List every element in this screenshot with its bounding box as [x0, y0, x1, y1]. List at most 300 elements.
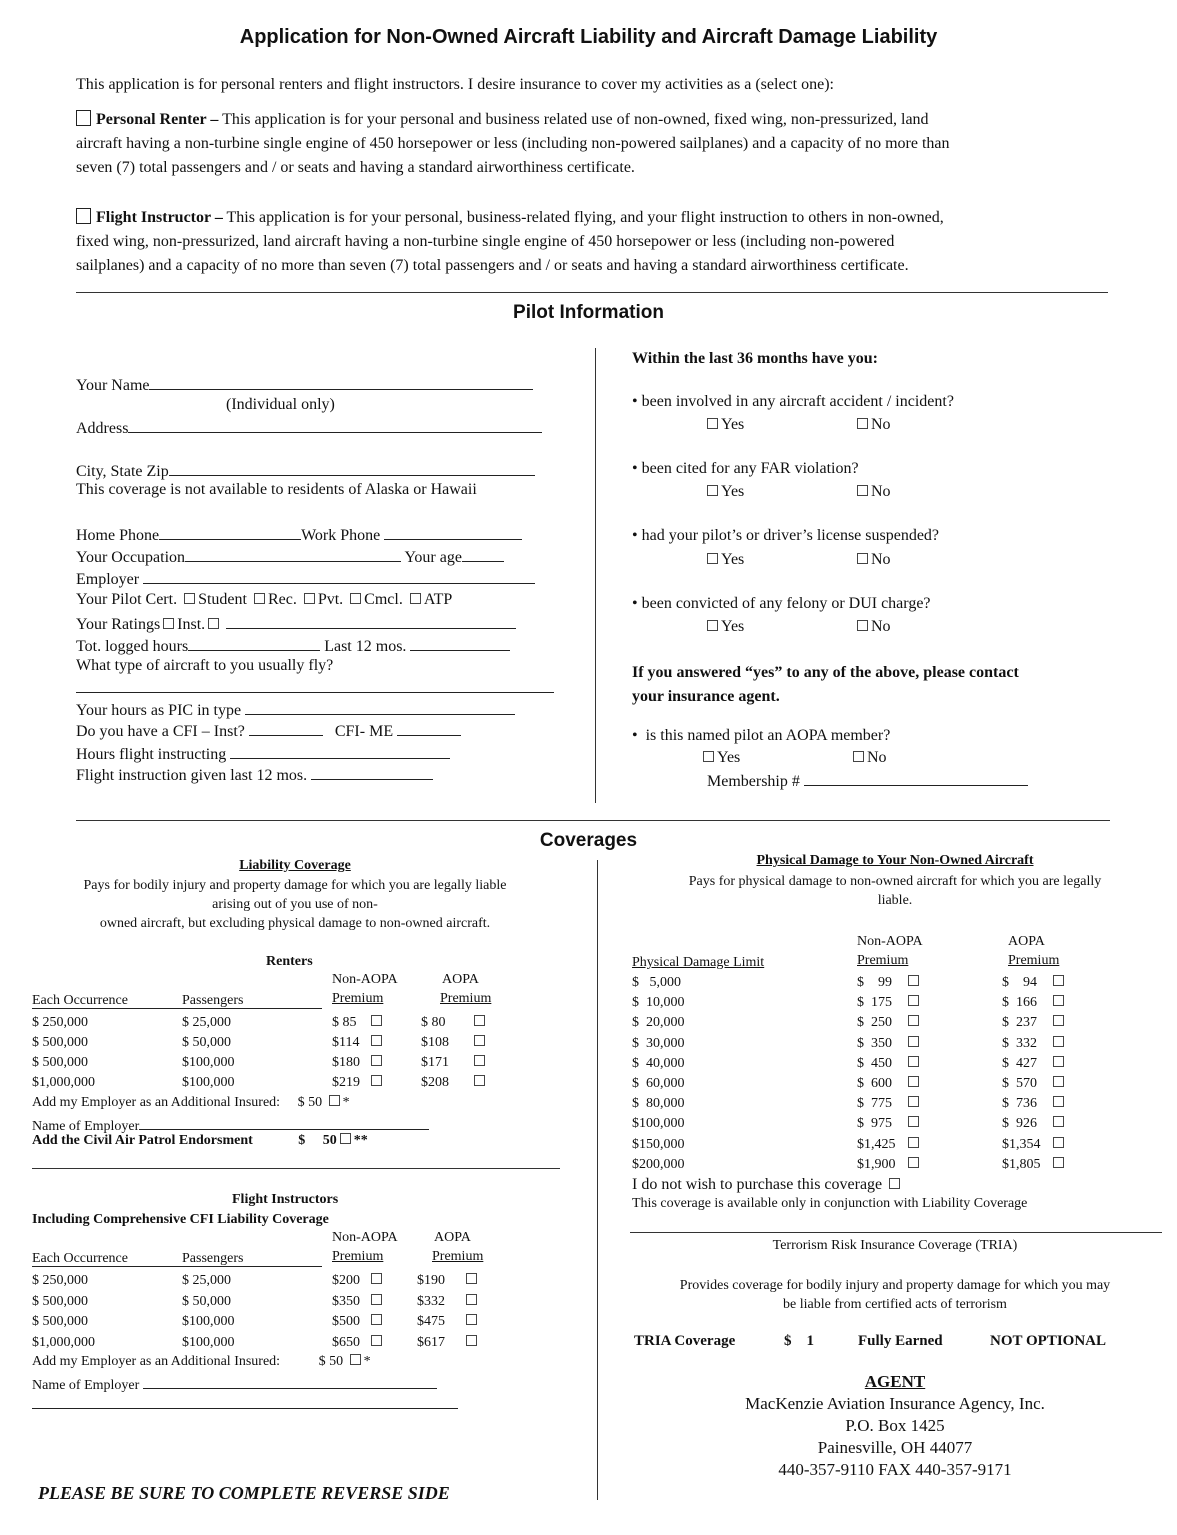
accident-no — [854, 416, 891, 434]
agent-name: MacKenzie Aviation Insurance Agency, Inc. — [745, 1394, 1045, 1413]
physical-damage-table — [632, 973, 1067, 1175]
non-aopa-cell: $ 175 — [857, 995, 892, 1011]
tria-description — [620, 1276, 1170, 1314]
physical-aopa-checkbox[interactable] — [1053, 1116, 1064, 1127]
address-field[interactable] — [128, 418, 542, 433]
limit-cell: $ 60,000 — [632, 1076, 685, 1092]
non-aopa-cell: $1,425 — [857, 1136, 896, 1152]
table-row — [632, 1034, 1067, 1054]
cert-student-label: Student — [198, 591, 247, 608]
form-title: Application for Non-Owned Aircraft Liability and Aircraft Damage Liability — [239, 26, 938, 48]
tria-heading: Terrorism Risk Insurance Coverage (TRIA) — [772, 1238, 1018, 1253]
civil-air-checkbox[interactable] — [340, 1133, 351, 1144]
aopa-cell: $475 — [417, 1314, 445, 1329]
history-heading: Within the last 36 months have you: — [632, 350, 878, 367]
civil-air-dollar: $ — [298, 1133, 306, 1148]
city-state-zip-label: City, State Zip — [76, 463, 169, 480]
flight-instructor-label: Flight Instructor – — [96, 209, 223, 226]
far-no-checkbox[interactable] — [857, 485, 868, 496]
individual-only-note: (Individual only) — [226, 396, 335, 413]
aopa-cell: $ 736 — [1002, 1096, 1037, 1112]
column-divider — [597, 860, 598, 1500]
contact-agent-note — [632, 661, 1019, 709]
aopa-no-checkbox[interactable] — [853, 751, 864, 762]
occurrence-cell: $ 500,000 — [32, 1314, 88, 1329]
tria-label: TRIA Coverage — [634, 1333, 736, 1349]
physical-non-aopa-checkbox[interactable] — [908, 1036, 919, 1047]
last-12-mos-field[interactable] — [410, 636, 510, 651]
passengers-cell: $100,000 — [182, 1075, 235, 1090]
add-employer-price: $ 50 — [297, 1095, 323, 1110]
instructors-employer-name-field[interactable] — [143, 1374, 437, 1389]
felony-yes — [704, 618, 744, 636]
table-row — [32, 1271, 480, 1292]
renters-col-pass: Passengers — [182, 993, 244, 1008]
renters-header-underline — [32, 1008, 322, 1009]
cert-rec-label: Rec. — [267, 591, 297, 608]
renters-aopa-checkbox[interactable] — [474, 1055, 485, 1066]
aopa-yes-checkbox[interactable] — [703, 751, 714, 762]
ratings-label: Your Ratings — [76, 616, 161, 633]
your-name-field[interactable] — [149, 375, 533, 390]
non-aopa-cell: $ 250 — [857, 1015, 892, 1031]
occurrence-cell: $1,000,000 — [32, 1334, 95, 1350]
accident-yes — [704, 416, 744, 434]
non-aopa-cell: $ 350 — [857, 1035, 892, 1051]
cert-rec-checkbox[interactable] — [254, 593, 265, 604]
passengers-cell: $ 50,000 — [182, 1293, 231, 1309]
divider — [76, 292, 1108, 293]
renters-col-premium-aopa: Premium — [440, 991, 492, 1006]
physical-aopa-checkbox[interactable] — [1053, 1137, 1064, 1148]
renters-col-each: Each Occurrence — [32, 993, 128, 1008]
aopa-cell: $ 94 — [1002, 975, 1037, 990]
non-aopa-cell: $180 — [332, 1055, 360, 1070]
contact-line-1: If you answered “yes” to any of the above, please contact — [632, 664, 1019, 681]
no-label: No — [867, 749, 887, 766]
physical-aopa-checkbox[interactable] — [1053, 995, 1064, 1006]
limit-cell: $100,000 — [632, 1116, 685, 1132]
hours-pic-field[interactable] — [245, 700, 515, 715]
non-aopa-cell: $ 99 — [857, 975, 892, 990]
no-label: No — [871, 483, 891, 500]
physical-non-aopa-checkbox[interactable] — [908, 1056, 919, 1067]
question-accident: • been involved in any aircraft accident / incident? — [632, 393, 954, 410]
passengers-cell: $100,000 — [182, 1314, 235, 1329]
last-12-mos-label: Last 12 mos. — [324, 638, 407, 655]
accident-yes-checkbox[interactable] — [707, 418, 718, 429]
instructors-col-premium-non: Premium — [332, 1249, 384, 1264]
table-row — [632, 1054, 1067, 1074]
hours-pic-row — [76, 700, 515, 720]
instructors-col-premium-aopa: Premium — [432, 1249, 484, 1264]
cfi-me-field[interactable] — [397, 721, 461, 736]
question-aopa-text: is this named pilot an AOPA member? — [645, 727, 891, 744]
aopa-cell: $1,805 — [1002, 1156, 1041, 1172]
civil-air-label: Add the Civil Air Patrol Endorsment — [32, 1133, 253, 1148]
only-with-liability-note: This coverage is available only in conjunction with Liability Coverage — [632, 1196, 1028, 1211]
non-aopa-cell: $650 — [332, 1334, 360, 1350]
question-aopa: • is this named pilot an AOPA member? — [632, 727, 891, 744]
felony-yes-checkbox[interactable] — [707, 620, 718, 631]
work-phone-label: Work Phone — [301, 527, 381, 544]
flight-instructor-option — [76, 206, 944, 278]
ratings-row — [76, 614, 516, 634]
table-row — [632, 973, 1067, 993]
flight-instructor-text-1: This application is for your personal, business-related flying, and your flight instruction to others in non-owned, — [226, 209, 944, 226]
renters-col-non-aopa: Non-AOPA — [332, 972, 398, 987]
table-row — [32, 1013, 488, 1033]
hours-pic-label: Your hours as PIC in type — [76, 702, 242, 719]
renters-table — [32, 1013, 488, 1093]
occupation-row — [76, 547, 504, 567]
physical-aopa-checkbox[interactable] — [1053, 1157, 1064, 1168]
renters-employer-name-row — [32, 1115, 429, 1135]
personal-renter-label: Personal Renter – — [96, 111, 219, 128]
cert-pvt-label: Pvt. — [317, 591, 344, 608]
cert-cmcl-label: Cmcl. — [364, 591, 403, 608]
renters-col-aopa: AOPA — [442, 972, 479, 987]
renters-non-aopa-checkbox[interactable] — [371, 1075, 382, 1086]
physical-non-aopa-checkbox[interactable] — [908, 1076, 919, 1087]
felony-no-checkbox[interactable] — [857, 620, 868, 631]
aopa-cell: $1,354 — [1002, 1136, 1041, 1152]
add-employer-price: $ 50 — [318, 1354, 344, 1369]
physical-non-aopa-checkbox[interactable] — [908, 1116, 919, 1127]
hours-instructing-row — [76, 744, 450, 764]
license-no-checkbox[interactable] — [857, 553, 868, 564]
membership-label: Membership # — [707, 773, 800, 790]
work-phone-field[interactable] — [384, 525, 522, 540]
cfi-row — [76, 721, 461, 741]
instructors-non-aopa-checkbox[interactable] — [371, 1314, 382, 1325]
limit-cell: $200,000 — [632, 1156, 685, 1172]
hours-instructing-field[interactable] — [230, 744, 450, 759]
no-purchase-label: I do not wish to purchase this coverage — [632, 1176, 883, 1193]
instructors-header-underline — [32, 1266, 322, 1267]
cfi-inst-label: Do you have a CFI – Inst? — [76, 723, 245, 740]
physical-aopa-checkbox[interactable] — [1053, 1076, 1064, 1087]
physical-non-aopa-checkbox[interactable] — [908, 1137, 919, 1148]
liability-heading: Liability Coverage — [239, 858, 351, 873]
personal-renter-option — [76, 108, 950, 180]
yes-label: Yes — [721, 416, 745, 433]
aopa-yes — [700, 749, 740, 767]
personal-renter-text-2: aircraft having a non-turbine single engine of 450 horsepower or less (including non-powered sailplanes) and a capacity of no more than — [76, 135, 950, 152]
aircraft-type-question: What type of aircraft to you usually fly? — [76, 657, 334, 674]
personal-renter-text-3: seven (7) total passengers and / or seats and having a standard airworthiness certificate. — [76, 159, 635, 176]
occurrence-cell: $1,000,000 — [32, 1075, 95, 1090]
civil-air-price: 50 — [322, 1133, 337, 1148]
table-row — [32, 1292, 480, 1313]
aopa-cell: $ 166 — [1002, 995, 1037, 1011]
cert-pvt-checkbox[interactable] — [304, 593, 315, 604]
limit-cell: $ 5,000 — [632, 975, 681, 990]
divider — [76, 820, 1110, 821]
no-purchase-row — [632, 1176, 903, 1194]
physical-non-aopa-checkbox[interactable] — [908, 1096, 919, 1107]
renters-non-aopa-checkbox[interactable] — [371, 1015, 382, 1026]
double-asterisk-mark: ** — [353, 1133, 368, 1148]
renters-heading: Renters — [266, 954, 313, 969]
physical-non-aopa-checkbox[interactable] — [908, 975, 919, 986]
renters-non-aopa-checkbox[interactable] — [371, 1055, 382, 1066]
aopa-cell: $208 — [421, 1075, 449, 1090]
license-yes-checkbox[interactable] — [707, 553, 718, 564]
membership-row — [707, 771, 1028, 791]
table-row — [632, 993, 1067, 1013]
renters-aopa-checkbox[interactable] — [474, 1035, 485, 1046]
not-available-note: This coverage is not available to residents of Alaska or Hawaii — [76, 481, 477, 498]
question-license-text: had your pilot’s or driver’s license suspended? — [641, 527, 940, 544]
civil-air-patrol-row — [32, 1133, 368, 1149]
instruction-given-row — [76, 765, 433, 785]
pilot-cert-label: Your Pilot Cert. — [76, 591, 178, 608]
your-name-row — [76, 375, 533, 395]
rating-other-checkbox[interactable] — [208, 618, 219, 629]
instructors-aopa-checkbox[interactable] — [466, 1335, 477, 1346]
accident-no-checkbox[interactable] — [857, 418, 868, 429]
non-aopa-cell: $ 775 — [857, 1096, 892, 1112]
physical-damage-heading: Physical Damage to Your Non-Owned Aircraft — [756, 853, 1034, 868]
address-label: Address — [76, 420, 129, 437]
instructors-aopa-checkbox[interactable] — [466, 1273, 477, 1284]
non-aopa-cell: $350 — [332, 1293, 360, 1309]
city-state-zip-row — [76, 461, 535, 481]
rating-inst-checkbox[interactable] — [163, 618, 174, 629]
no-label: No — [871, 551, 891, 568]
instructors-table — [32, 1271, 480, 1353]
table-row — [32, 1333, 480, 1354]
physical-col-limit: Physical Damage Limit — [632, 955, 765, 970]
renters-col-premium-non: Premium — [332, 991, 384, 1006]
membership-field[interactable] — [804, 771, 1028, 786]
license-no — [854, 551, 891, 569]
renters-non-aopa-checkbox[interactable] — [371, 1035, 382, 1046]
cert-atp-label: ATP — [423, 591, 453, 608]
aopa-cell: $ 926 — [1002, 1116, 1037, 1132]
your-age-field[interactable] — [462, 547, 504, 562]
aopa-cell: $ 570 — [1002, 1076, 1037, 1092]
ratings-other-field[interactable] — [226, 614, 516, 629]
instructors-employer-name-field-2[interactable] — [32, 1408, 458, 1409]
tria-not-optional: NOT OPTIONAL — [990, 1333, 1106, 1349]
cert-atp-checkbox[interactable] — [410, 593, 421, 604]
divider — [32, 1168, 560, 1169]
renters-add-employer-checkbox[interactable] — [329, 1095, 340, 1106]
renters-employer-name-field[interactable] — [139, 1115, 429, 1130]
instructors-non-aopa-checkbox[interactable] — [371, 1273, 382, 1284]
name-employer-label: Name of Employer — [32, 1119, 140, 1134]
non-aopa-cell: $ 85 — [332, 1015, 357, 1030]
cfi-me-label: CFI- ME — [334, 723, 394, 740]
rating-inst-label: Inst. — [177, 616, 206, 633]
aopa-cell: $108 — [421, 1035, 449, 1050]
tria-fully-earned: Fully Earned — [858, 1333, 943, 1349]
question-accident-text: been involved in any aircraft accident / incident? — [641, 393, 954, 410]
aopa-cell: $ 332 — [1002, 1035, 1037, 1051]
table-row — [632, 1094, 1067, 1114]
non-aopa-cell: $219 — [332, 1075, 360, 1090]
aopa-no — [850, 749, 887, 767]
instructors-col-aopa: AOPA — [434, 1230, 471, 1245]
physical-col-non-aopa: Non-AOPA — [857, 934, 923, 949]
occurrence-cell: $ 500,000 — [32, 1055, 88, 1070]
name-employer-label: Name of Employer — [32, 1378, 140, 1393]
aopa-cell: $ 237 — [1002, 1015, 1037, 1031]
aopa-cell: $171 — [421, 1055, 449, 1070]
tria-price: $ 1 — [784, 1333, 814, 1349]
instructors-col-each: Each Occurrence — [32, 1251, 128, 1266]
renters-header-row — [32, 993, 322, 1009]
physical-col-premium-aopa: Premium — [1008, 953, 1060, 968]
instructors-col-pass: Passengers — [182, 1251, 244, 1266]
physical-aopa-checkbox[interactable] — [1053, 1015, 1064, 1026]
tria-desc-2: be liable from certified acts of terrorism — [783, 1297, 1007, 1312]
tria-desc-1: Provides coverage for bodily injury and property damage for which you may — [679, 1278, 1111, 1293]
physical-aopa-checkbox[interactable] — [1053, 975, 1064, 986]
flight-instructor-text-2: fixed wing, non-pressurized, land aircraft having a non-turbine single engine of 450 horsepower or less (including non-powered — [76, 233, 895, 250]
physical-non-aopa-checkbox[interactable] — [908, 1157, 919, 1168]
personal-renter-text-1: This application is for your personal and business related use of non-owned, fixed wing, non-pressurized, land — [222, 111, 929, 128]
non-aopa-cell: $ 600 — [857, 1076, 892, 1092]
limit-cell: $ 20,000 — [632, 1015, 685, 1031]
yes-label: Yes — [721, 483, 745, 500]
instruction-given-field[interactable] — [311, 765, 433, 780]
occupation-field[interactable] — [185, 547, 401, 562]
flight-instructor-text-3: sailplanes) and a capacity of no more than seven (7) total passengers and / or seats and having a standard airworthiness certificate. — [76, 257, 909, 274]
cfi-inst-field[interactable] — [249, 721, 323, 736]
table-row — [32, 1033, 488, 1053]
instructors-aopa-checkbox[interactable] — [466, 1294, 477, 1305]
your-name-label: Your Name — [76, 377, 150, 394]
instructors-header-row — [32, 1251, 262, 1267]
phone-row — [76, 525, 522, 545]
instructors-add-employer-row — [32, 1354, 371, 1370]
limit-cell: $150,000 — [632, 1136, 685, 1152]
question-far-text: been cited for any FAR violation? — [641, 460, 859, 477]
physical-damage-description — [620, 872, 1170, 910]
passengers-cell: $ 50,000 — [182, 1035, 231, 1050]
aopa-cell: $ 427 — [1002, 1055, 1037, 1071]
passengers-cell: $ 25,000 — [182, 1015, 231, 1030]
personal-renter-checkbox[interactable] — [76, 110, 91, 126]
agent-po-box: P.O. Box 1425 — [845, 1416, 945, 1435]
aircraft-type-field[interactable] — [76, 692, 554, 693]
table-row — [632, 1013, 1067, 1033]
far-yes-checkbox[interactable] — [707, 485, 718, 496]
instructors-employer-name-row — [32, 1374, 437, 1394]
no-purchase-checkbox[interactable] — [889, 1178, 900, 1189]
agent-city: Painesville, OH 44077 — [817, 1438, 973, 1457]
table-row — [632, 1074, 1067, 1094]
column-divider — [595, 348, 596, 803]
occurrence-cell: $ 500,000 — [32, 1293, 88, 1309]
pilot-cert-row — [76, 591, 452, 609]
non-aopa-cell: $ 450 — [857, 1055, 892, 1071]
far-yes — [704, 483, 744, 501]
license-yes — [704, 551, 744, 569]
yes-label: Yes — [721, 551, 745, 568]
far-no — [854, 483, 891, 501]
non-aopa-cell: $1,900 — [857, 1156, 896, 1172]
home-phone-field[interactable] — [159, 525, 301, 540]
instructors-non-aopa-checkbox[interactable] — [371, 1335, 382, 1346]
physical-col-aopa: AOPA — [1008, 934, 1045, 949]
table-row — [32, 1073, 488, 1093]
physical-aopa-checkbox[interactable] — [1053, 1096, 1064, 1107]
limit-cell: $ 30,000 — [632, 1035, 685, 1051]
agent-heading: AGENT — [864, 1372, 926, 1391]
physical-non-aopa-checkbox[interactable] — [908, 995, 919, 1006]
no-label: No — [871, 416, 891, 433]
instructors-add-employer-checkbox[interactable] — [350, 1354, 361, 1365]
yes-label: Yes — [721, 618, 745, 635]
non-aopa-cell: $114 — [332, 1035, 360, 1050]
physical-aopa-checkbox[interactable] — [1053, 1036, 1064, 1047]
cert-student-checkbox[interactable] — [184, 593, 195, 604]
aopa-cell: $332 — [417, 1293, 445, 1309]
liability-desc-2: arising out of you use of non- — [212, 897, 378, 912]
occurrence-cell: $ 500,000 — [32, 1035, 88, 1050]
contact-line-2: your insurance agent. — [632, 688, 780, 705]
question-license: • had your pilot’s or driver’s license suspended? — [632, 527, 940, 544]
agent-phone: 440-357-9110 FAX 440-357-9171 — [778, 1460, 1012, 1479]
aopa-cell: $190 — [417, 1273, 445, 1288]
physical-desc-1: Pays for physical damage to non-owned aircraft for which you are legally — [688, 874, 1102, 889]
physical-desc-2: liable. — [877, 893, 913, 908]
limit-cell: $ 80,000 — [632, 1096, 685, 1112]
table-row — [632, 1114, 1067, 1134]
renters-aopa-checkbox[interactable] — [474, 1015, 485, 1026]
renters-aopa-checkbox[interactable] — [474, 1075, 485, 1086]
instructors-non-aopa-checkbox[interactable] — [371, 1294, 382, 1305]
intro-text: This application is for personal renters and flight instructors. I desire insurance to cover my activities as a (select one): — [76, 76, 834, 93]
physical-non-aopa-checkbox[interactable] — [908, 1015, 919, 1026]
question-far: • been cited for any FAR violation? — [632, 460, 859, 477]
physical-col-premium-non: Premium — [857, 953, 909, 968]
tria-coverage-row — [634, 1333, 1106, 1350]
question-felony-text: been convicted of any felony or DUI charge? — [641, 595, 931, 612]
asterisk-mark: * — [342, 1095, 350, 1110]
city-state-zip-field[interactable] — [169, 461, 535, 476]
question-felony: • been convicted of any felony or DUI charge? — [632, 595, 931, 612]
instructors-aopa-checkbox[interactable] — [466, 1314, 477, 1325]
physical-aopa-checkbox[interactable] — [1053, 1056, 1064, 1067]
instruction-given-label: Flight instruction given last 12 mos. — [76, 767, 308, 784]
felony-no — [854, 618, 891, 636]
instructors-heading: Flight Instructors — [232, 1192, 339, 1207]
occurrence-cell: $ 250,000 — [32, 1273, 88, 1288]
liability-desc-1: Pays for bodily injury and property damage for which you are legally liable — [83, 878, 507, 893]
table-row — [632, 1135, 1067, 1155]
no-label: No — [871, 618, 891, 635]
liability-desc-3: owned aircraft, but excluding physical damage to non-owned aircraft. — [99, 916, 491, 931]
passengers-cell: $ 25,000 — [182, 1273, 231, 1288]
passengers-cell: $100,000 — [182, 1055, 235, 1070]
employer-label: Employer — [76, 571, 140, 588]
employer-field[interactable] — [143, 569, 535, 584]
occurrence-cell: $ 250,000 — [32, 1015, 88, 1030]
limit-cell: $ 10,000 — [632, 995, 685, 1011]
asterisk-mark: * — [363, 1354, 371, 1369]
divider — [630, 1232, 1162, 1233]
flight-instructor-checkbox[interactable] — [76, 208, 91, 224]
passengers-cell: $100,000 — [182, 1334, 235, 1350]
cert-cmcl-checkbox[interactable] — [350, 593, 361, 604]
total-logged-hours-field[interactable] — [188, 636, 320, 651]
coverages-heading: Coverages — [539, 830, 638, 851]
